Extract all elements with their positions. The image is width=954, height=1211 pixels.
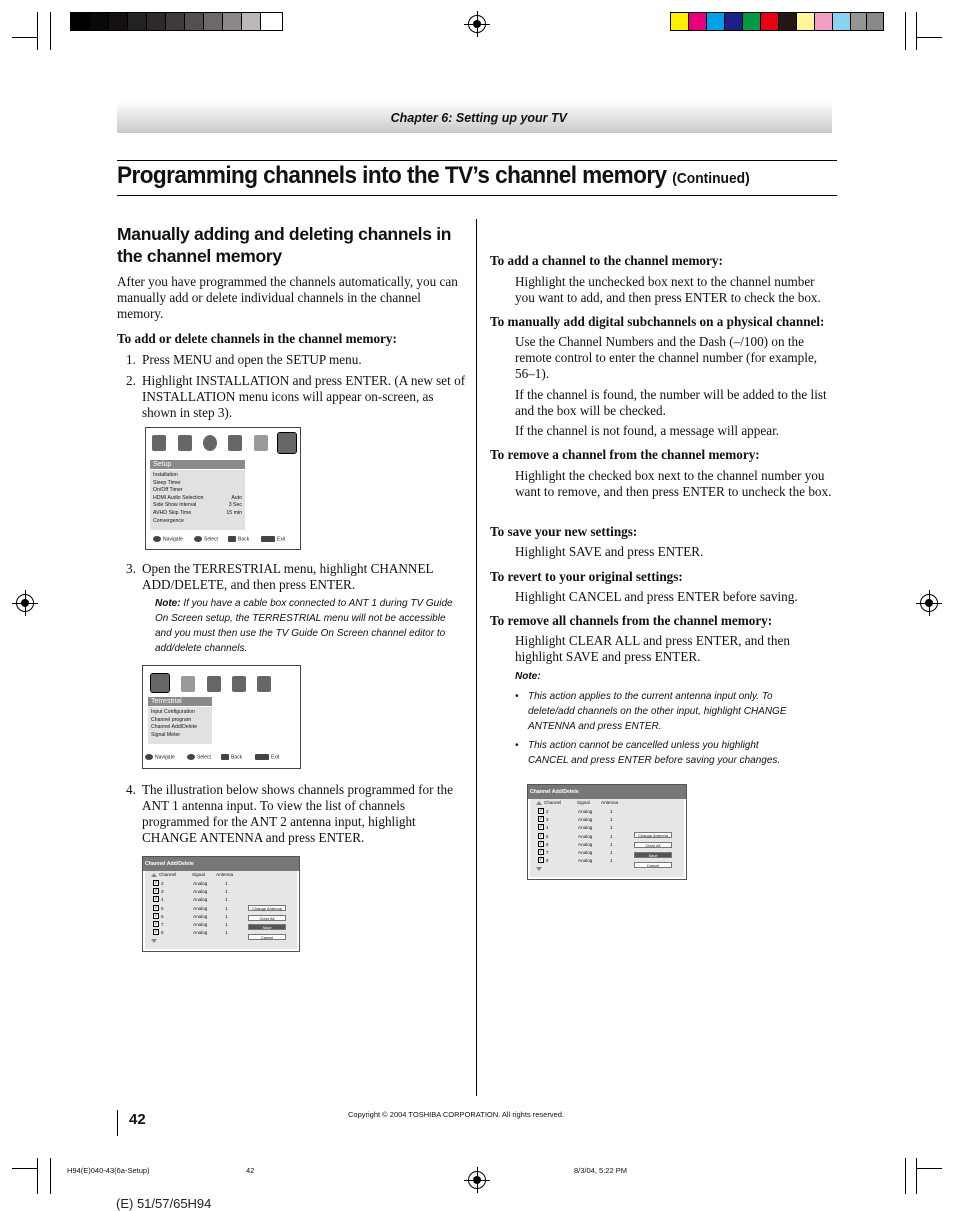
registration-mark-icon bbox=[920, 594, 938, 612]
right-paragraph: Highlight the checked box next to the channel number you want to remove, and then press ENTER to uncheck the box. bbox=[515, 468, 832, 499]
registration-mark-icon bbox=[16, 594, 34, 612]
menu-item: Input Configuration bbox=[151, 709, 195, 715]
right-note-label: Note: bbox=[515, 671, 541, 682]
col-channel: Channel bbox=[544, 800, 562, 805]
setup-menu-screen bbox=[145, 427, 301, 550]
signal-icon bbox=[181, 676, 195, 692]
checkbox: ✓ bbox=[539, 849, 544, 855]
checkbox: ✓ bbox=[539, 824, 544, 830]
right-note-bullet: • This action applies to the current antenna input only. To delete/add channels on the other input, highlight CHANGE ANTENNA and press ENTER. bbox=[515, 691, 787, 732]
note-text: If you have a cable box connected to ANT 1 during TV Guide On Screen setup, the TERRESTRIAL menu will not be accessible and you must then use the TV Guide On Screen channel editor to add/delete channels. bbox=[155, 598, 453, 654]
checkbox: ✓ bbox=[154, 929, 159, 935]
slug-date: 8/3/04, 5:22 PM bbox=[574, 1166, 627, 1175]
page-title-continued: (Continued) bbox=[672, 170, 750, 187]
clear-all-button[interactable]: Clear All bbox=[634, 842, 672, 848]
step-1 bbox=[126, 352, 466, 368]
menu-item: On/Off Timer bbox=[153, 487, 183, 494]
step-text: Open the TERRESTRIAL menu, highlight CHANNEL ADD/DELETE, and then press ENTER. bbox=[142, 561, 434, 592]
channel-add-delete-screen bbox=[527, 784, 687, 880]
right-heading: To remove all channels from the channel memory: bbox=[490, 613, 773, 628]
setup-menu-header: Setup bbox=[150, 460, 245, 469]
menu-item: Signal Meter bbox=[151, 731, 181, 738]
crop-mark bbox=[905, 1158, 906, 1194]
section-title: Manually adding and deleting channels in the channel memory bbox=[117, 224, 452, 266]
right-paragraph: Highlight CANCEL and press ENTER before saving. bbox=[515, 589, 798, 604]
navigate-icon bbox=[145, 754, 153, 760]
menu-icon bbox=[228, 435, 242, 451]
right-paragraph: Highlight CLEAR ALL and press ENTER, and then highlight SAVE and press ENTER. bbox=[515, 633, 790, 664]
menu-item: Channel program bbox=[151, 716, 192, 723]
checkbox: ✓ bbox=[154, 905, 159, 911]
menu-item: Side Show Interval 3 Sec bbox=[153, 502, 242, 509]
title-bottom-rule bbox=[117, 195, 837, 196]
bullet-icon: • bbox=[515, 740, 519, 751]
col-antenna: Antenna bbox=[216, 872, 234, 877]
registration-mark-icon bbox=[468, 15, 486, 33]
page-title bbox=[117, 162, 750, 190]
checkbox: ✓ bbox=[539, 808, 544, 814]
footer-back: Back bbox=[228, 536, 249, 542]
column-divider bbox=[476, 219, 477, 1096]
save-button[interactable]: Save bbox=[248, 924, 286, 930]
exit-icon bbox=[255, 754, 269, 760]
slug-model: (E) 51/57/65H94 bbox=[116, 1196, 212, 1211]
crop-mark bbox=[12, 1168, 38, 1169]
col-channel: Channel bbox=[159, 872, 177, 877]
crop-mark bbox=[916, 37, 942, 38]
cad-body: Channel Signal Antenna ✓ 2 Analog 1 ✓ 3 Analog 1 ✓ 4 Analog 1 ✓ 5 Analog 1 ✓ 6 Analog 1 ✓ 7 Analog 1 ✓ 8 Analog 1 Change Antenna Clear All Save Cancel bbox=[530, 799, 684, 877]
crop-mark bbox=[916, 1168, 942, 1169]
slug-file: H94(E)040-43(6a-Setup) bbox=[67, 1166, 150, 1175]
step-number: 2. bbox=[126, 373, 136, 388]
right-heading: To manually add digital subchannels on a physical channel: bbox=[490, 314, 825, 329]
menu-item: Installation bbox=[153, 472, 178, 478]
menu-icon bbox=[207, 676, 221, 692]
menu-icon bbox=[232, 676, 246, 692]
right-heading: To revert to your original settings: bbox=[490, 569, 683, 584]
footer-exit: Exit bbox=[255, 754, 279, 760]
page-number: 42 bbox=[129, 1111, 146, 1128]
menu-item: AVHD Skip Time 15 min bbox=[153, 509, 242, 516]
clear-all-button[interactable]: Clear All bbox=[248, 915, 286, 921]
slug-page: 42 bbox=[246, 1166, 255, 1175]
right-paragraph: If the channel is not found, a message will appear. bbox=[515, 423, 780, 438]
col-signal: Signal bbox=[577, 800, 590, 805]
footer-navigate: Navigate bbox=[153, 536, 183, 542]
exit-icon bbox=[261, 536, 275, 542]
navigate-icon bbox=[153, 536, 161, 542]
bullet-icon: • bbox=[515, 691, 519, 702]
select-icon bbox=[187, 754, 195, 760]
antenna-icon bbox=[151, 674, 169, 692]
menu-icon bbox=[178, 435, 192, 451]
registration-mark-icon bbox=[468, 1171, 486, 1189]
right-heading: To save your new settings: bbox=[490, 524, 638, 539]
footer-select: Select bbox=[194, 536, 218, 542]
footer-select: Select bbox=[187, 754, 211, 760]
right-paragraph: If the channel is found, the number will be added to the list and the box will be checked. bbox=[515, 387, 827, 418]
change-antenna-button[interactable]: Change Antenna bbox=[634, 832, 672, 838]
setup-icon bbox=[278, 433, 296, 453]
right-heading: To remove a channel from the channel memory: bbox=[490, 447, 760, 462]
menu-item: Channel Add/Delete bbox=[151, 724, 198, 731]
checkbox: ✓ bbox=[154, 921, 159, 927]
menu-icon bbox=[152, 435, 166, 451]
chapter-bar bbox=[117, 101, 832, 133]
back-icon bbox=[228, 536, 236, 542]
scroll-down-icon bbox=[151, 939, 157, 943]
step-number: 1. bbox=[126, 352, 136, 367]
menu-icon bbox=[203, 435, 217, 451]
cad-title: Channel Add/Delete bbox=[143, 857, 299, 871]
scroll-down-icon bbox=[536, 867, 542, 871]
scroll-up-icon bbox=[151, 873, 157, 877]
crop-mark bbox=[12, 37, 38, 38]
checkbox: ✓ bbox=[539, 841, 544, 847]
page-number-rule bbox=[117, 1110, 118, 1136]
col-signal: Signal bbox=[192, 872, 205, 877]
terrestrial-menu-list bbox=[148, 707, 212, 744]
step-number: 3. bbox=[126, 561, 136, 576]
crop-mark bbox=[916, 12, 917, 50]
crop-mark bbox=[905, 12, 906, 50]
crop-mark bbox=[50, 12, 51, 50]
channel-add-delete-screen bbox=[142, 856, 300, 952]
checkbox: ✓ bbox=[154, 896, 159, 902]
footer-back: Back bbox=[221, 754, 242, 760]
crop-mark bbox=[37, 1158, 38, 1194]
cancel-button[interactable]: Cancel bbox=[634, 862, 672, 868]
crop-mark bbox=[50, 1158, 51, 1194]
save-button[interactable]: Save bbox=[634, 852, 672, 858]
footer-exit: Exit bbox=[261, 536, 285, 542]
crop-mark bbox=[37, 12, 38, 50]
setup-menu-list bbox=[150, 470, 245, 530]
terrestrial-menu-header: Terrestrial bbox=[148, 697, 212, 706]
menu-item: Sleep Timer bbox=[153, 479, 181, 486]
title-top-rule bbox=[117, 160, 837, 161]
right-heading: To add a channel to the channel memory: bbox=[490, 253, 723, 268]
menu-item: HDMI Audio Selection Auto bbox=[153, 494, 242, 501]
checkbox: ✓ bbox=[154, 913, 159, 919]
checkbox: ✓ bbox=[539, 833, 544, 839]
step-text: Press MENU and open the SETUP menu. bbox=[142, 352, 362, 367]
step-text: Highlight INSTALLATION and press ENTER. (A new set of INSTALLATION menu icons will appear on-screen, as shown in step 3). bbox=[142, 373, 466, 420]
checkbox: ✓ bbox=[154, 880, 159, 886]
copyright: Copyright © 2004 TOSHIBA CORPORATION. All rights reserved. bbox=[348, 1110, 565, 1119]
step-4 bbox=[126, 782, 466, 846]
checkbox: ✓ bbox=[154, 888, 159, 894]
right-paragraph: Highlight SAVE and press ENTER. bbox=[515, 544, 704, 559]
left-heading: To add or delete channels in the channel memory: bbox=[117, 331, 397, 346]
checkbox: ✓ bbox=[539, 857, 544, 863]
lock-icon bbox=[254, 435, 268, 451]
cad-title: Channel Add/Delete bbox=[528, 785, 686, 799]
footer-navigate: Navigate bbox=[145, 754, 175, 760]
chapter-title: Chapter 6: Setting up your TV bbox=[390, 111, 567, 125]
cancel-button[interactable]: Cancel bbox=[248, 934, 286, 940]
col-antenna: Antenna bbox=[601, 800, 619, 805]
note-label: Note: bbox=[155, 598, 181, 609]
crop-mark bbox=[916, 1158, 917, 1194]
right-paragraph: Use the Channel Numbers and the Dash (–/100) on the remote control to enter the channel number (for example, 56–1). bbox=[515, 334, 818, 381]
step3-note bbox=[155, 596, 455, 656]
terrestrial-menu-screen bbox=[142, 665, 301, 769]
menu-icon bbox=[257, 676, 271, 692]
step-3 bbox=[126, 561, 466, 593]
scroll-up-icon bbox=[536, 801, 542, 805]
menu-item: Convergence bbox=[153, 517, 184, 524]
page-title-main: Programming channels into the TV’s channel memory bbox=[117, 162, 667, 189]
intro-paragraph: After you have programmed the channels automatically, you can manually add or delete individual channels in the channel memory. bbox=[117, 274, 458, 321]
step-2 bbox=[126, 373, 466, 421]
select-icon bbox=[194, 536, 202, 542]
right-note-bullet: • This action cannot be cancelled unless you highlight CANCEL and press ENTER before saving your changes. bbox=[515, 740, 781, 766]
right-paragraph: Highlight the unchecked box next to the channel number you want to add, and then press ENTER to check the box. bbox=[515, 274, 821, 305]
change-antenna-button[interactable]: Change Antenna bbox=[248, 905, 286, 911]
cad-body: Channel Signal Antenna ✓ 2 Analog 1 ✓ 3 Analog 1 ✓ 4 Analog 1 ✓ 5 Analog 1 ✓ 6 Analog 1 ✓ 7 Analog 1 ✓ 8 Analog 1 Change Antenna Clear All Save Cancel bbox=[145, 871, 297, 949]
step-number: 4. bbox=[126, 782, 136, 797]
checkbox: ✓ bbox=[539, 816, 544, 822]
step-text: The illustration below shows channels programmed for the ANT 1 antenna input. To view the list of channels programmed for the ANT 2 antenna input, highlight CHANGE ANTENNA and press ENTER. bbox=[142, 782, 453, 845]
back-icon bbox=[221, 754, 229, 760]
